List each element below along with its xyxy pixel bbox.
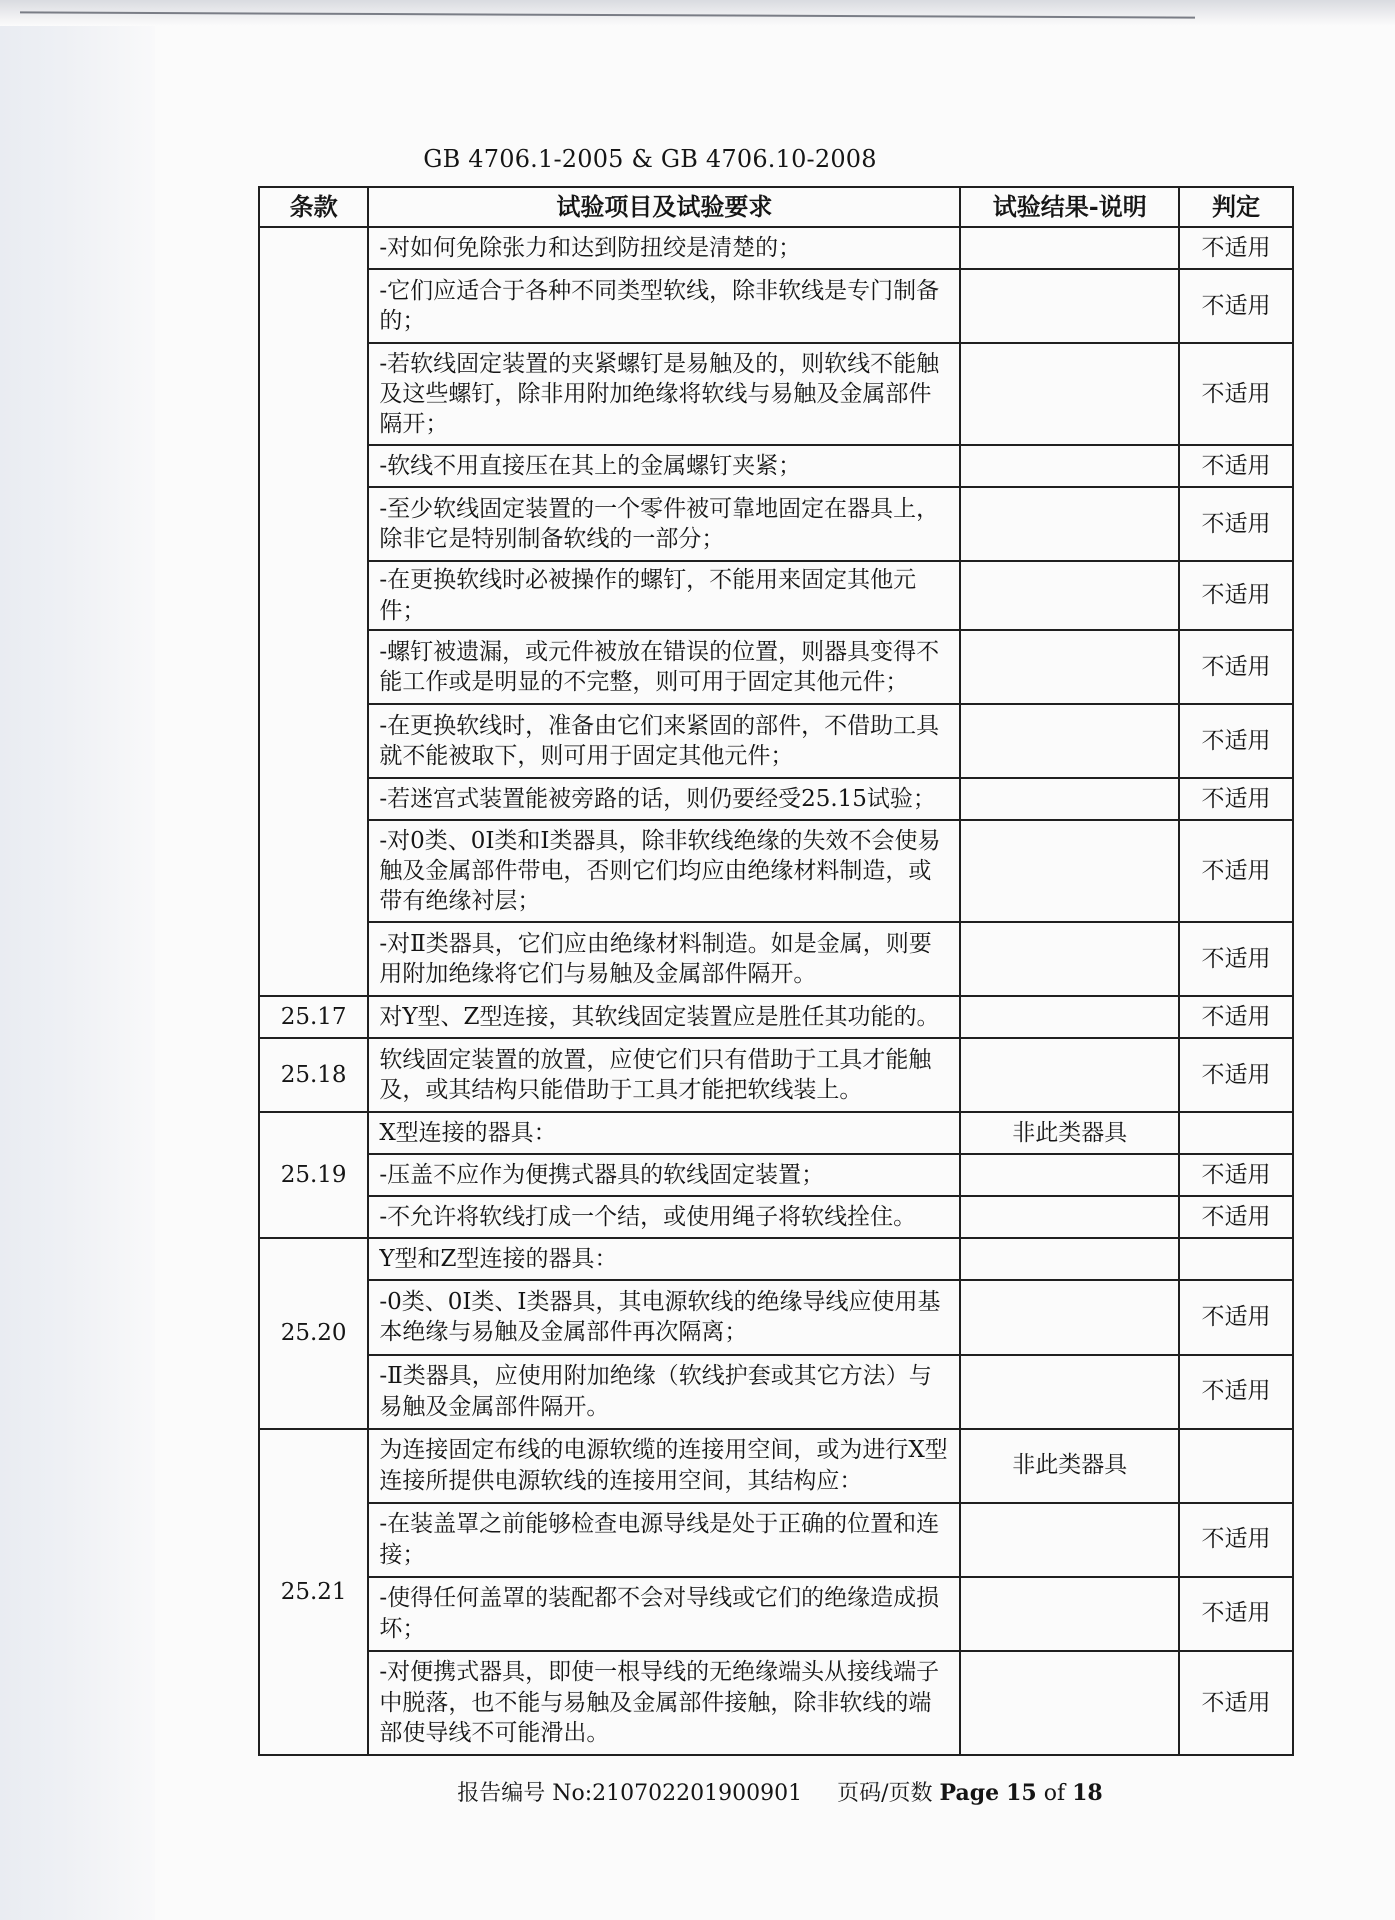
requirement-cell: -若迷宫式装置能被旁路的话，则仍要经受25.15试验；: [368, 778, 960, 820]
result-cell: [960, 1503, 1179, 1577]
verdict-cell: 不适用: [1179, 1503, 1293, 1577]
requirement-cell: 对Y型、Z型连接，其软线固定装置应是胜任其功能的。: [368, 996, 960, 1038]
table-row: [259, 1429, 1293, 1503]
verdict-cell: 不适用: [1179, 1038, 1293, 1112]
requirement-cell: -对如何免除张力和达到防扭绞是清楚的；: [368, 227, 960, 269]
requirement-cell: -螺钉被遗漏，或元件被放在错误的位置，则器具变得不能工作或是明显的不完整，则可用于固定其他元件；: [368, 630, 960, 704]
report-number: 210702201900901: [592, 1781, 803, 1806]
table-row: [259, 630, 1293, 704]
table-row: [259, 1651, 1293, 1755]
result-cell: [960, 704, 1179, 778]
result-cell: [960, 1577, 1179, 1651]
clause-cell: 25.19: [259, 1112, 368, 1238]
table-row: [259, 1196, 1293, 1238]
page-label: 页码/页数: [837, 1781, 933, 1806]
result-cell: [960, 630, 1179, 704]
requirement-cell: 软线固定装置的放置，应使它们只有借助于工具才能触及，或其结构只能借助于工具才能把软线装上。: [368, 1038, 960, 1112]
column-header-result: 试验结果-说明: [960, 187, 1179, 227]
verdict-cell: [1179, 1429, 1293, 1503]
result-cell: [960, 445, 1179, 487]
requirement-cell: 为连接固定布线的电源软缆的连接用空间，或为进行X型连接所提供电源软线的连接用空间，其结构应：: [368, 1429, 960, 1503]
verdict-cell: 不适用: [1179, 778, 1293, 820]
result-cell: [960, 1280, 1179, 1354]
requirement-cell: -0类、0Ⅰ类、Ⅰ类器具，其电源软线的绝缘导线应使用基本绝缘与易触及金属部件再次隔离；: [368, 1280, 960, 1354]
requirement-cell: Y型和Z型连接的器具：: [368, 1238, 960, 1280]
table-row: [259, 922, 1293, 996]
page-of: of: [1043, 1781, 1066, 1806]
result-cell: [960, 561, 1179, 630]
table-row: [259, 996, 1293, 1038]
requirement-cell: X型连接的器具：: [368, 1112, 960, 1154]
verdict-cell: [1179, 1238, 1293, 1280]
verdict-cell: 不适用: [1179, 445, 1293, 487]
table-row: [259, 1112, 1293, 1154]
table-row: [259, 487, 1293, 561]
table-row: [259, 778, 1293, 820]
table-row: [259, 1577, 1293, 1651]
result-cell: [960, 1038, 1179, 1112]
requirement-cell: -Ⅱ类器具，应使用附加绝缘（软线护套或其它方法）与易触及金属部件隔开。: [368, 1355, 960, 1429]
clause-cell: [259, 227, 368, 996]
report-number-label: 报告编号 No:: [457, 1781, 593, 1806]
test-requirements-table: [258, 186, 1294, 1756]
table-header-row: [259, 187, 1293, 227]
verdict-cell: 不适用: [1179, 269, 1293, 343]
result-cell: [960, 922, 1179, 996]
requirement-cell: -软线不用直接压在其上的金属螺钉夹紧；: [368, 445, 960, 487]
result-cell: [960, 227, 1179, 269]
result-cell: [960, 1238, 1179, 1280]
verdict-cell: 不适用: [1179, 922, 1293, 996]
verdict-cell: 不适用: [1179, 630, 1293, 704]
clause-cell: 25.17: [259, 996, 368, 1038]
requirement-cell: -对0类、0Ⅰ类和Ⅰ类器具，除非软线绝缘的失效不会使易触及金属部件带电，否则它们均应由绝缘材料制造，或带有绝缘衬层；: [368, 820, 960, 922]
requirement-cell: -使得任何盖罩的装配都不会对导线或它们的绝缘造成损坏；: [368, 1577, 960, 1651]
result-cell: [960, 1154, 1179, 1196]
clause-cell: 25.20: [259, 1238, 368, 1428]
table-row: [259, 561, 1293, 630]
verdict-cell: 不适用: [1179, 996, 1293, 1038]
result-cell: [960, 1355, 1179, 1429]
page-current: 15: [1006, 1780, 1037, 1806]
result-cell: [960, 996, 1179, 1038]
page-top-edge: [0, 0, 1395, 26]
requirement-cell: -对便携式器具，即使一根导线的无绝缘端头从接线端子中脱落，也不能与易触及金属部件接触，除非软线的端部使导线不可能滑出。: [368, 1651, 960, 1755]
verdict-cell: 不适用: [1179, 1355, 1293, 1429]
result-cell: 非此类器具: [960, 1112, 1179, 1154]
result-cell: [960, 343, 1179, 445]
verdict-cell: 不适用: [1179, 704, 1293, 778]
table-row: [259, 1280, 1293, 1354]
table-row: [259, 704, 1293, 778]
result-cell: 非此类器具: [960, 1429, 1179, 1503]
column-header-clause: 条款: [259, 187, 368, 227]
result-cell: [960, 1651, 1179, 1755]
result-cell: [960, 778, 1179, 820]
verdict-cell: 不适用: [1179, 1196, 1293, 1238]
requirement-cell: -对Ⅱ类器具，它们应由绝缘材料制造。如是金属，则要用附加绝缘将它们与易触及金属部件隔开。: [368, 922, 960, 996]
requirement-cell: -在更换软线时，准备由它们来紧固的部件，不借助工具就不能被取下，则可用于固定其他元件；: [368, 704, 960, 778]
table-row: [259, 1038, 1293, 1112]
table-row: [259, 445, 1293, 487]
verdict-cell: 不适用: [1179, 343, 1293, 445]
clause-cell: 25.18: [259, 1038, 368, 1112]
verdict-cell: 不适用: [1179, 1577, 1293, 1651]
verdict-cell: 不适用: [1179, 1651, 1293, 1755]
page-total: 18: [1072, 1780, 1103, 1806]
table-row: [259, 1503, 1293, 1577]
clause-cell: 25.21: [259, 1429, 368, 1755]
requirement-cell: -在装盖罩之前能够检查电源导线是处于正确的位置和连接；: [368, 1503, 960, 1577]
table-row: [259, 820, 1293, 922]
verdict-cell: 不适用: [1179, 487, 1293, 561]
verdict-cell: 不适用: [1179, 561, 1293, 630]
page-word: Page: [939, 1780, 1000, 1806]
table-row: [259, 1238, 1293, 1280]
table-row: [259, 1355, 1293, 1429]
requirement-cell: -它们应适合于各种不同类型软线，除非软线是专门制备的；: [368, 269, 960, 343]
verdict-cell: [1179, 1112, 1293, 1154]
verdict-cell: 不适用: [1179, 1280, 1293, 1354]
column-header-verdict: 判定: [1179, 187, 1293, 227]
standard-header: GB 4706.1-2005 & GB 4706.10-2008: [423, 145, 877, 173]
verdict-cell: 不适用: [1179, 1154, 1293, 1196]
requirement-cell: -压盖不应作为便携式器具的软线固定装置；: [368, 1154, 960, 1196]
table-row: [259, 1154, 1293, 1196]
result-cell: [960, 487, 1179, 561]
column-header-requirement: 试验项目及试验要求: [368, 187, 960, 227]
table-row: [259, 269, 1293, 343]
table-row: [259, 227, 1293, 269]
binding-shadow: [0, 0, 155, 1920]
result-cell: [960, 820, 1179, 922]
verdict-cell: 不适用: [1179, 227, 1293, 269]
verdict-cell: 不适用: [1179, 820, 1293, 922]
result-cell: [960, 1196, 1179, 1238]
requirement-cell: -在更换软线时必被操作的螺钉，不能用来固定其他元件；: [368, 561, 960, 630]
requirement-cell: -至少软线固定装置的一个零件被可靠地固定在器具上，除非它是特别制备软线的一部分；: [368, 487, 960, 561]
requirement-cell: -不允许将软线打成一个结，或使用绳子将软线拴住。: [368, 1196, 960, 1238]
requirement-cell: -若软线固定装置的夹紧螺钉是易触及的，则软线不能触及这些螺钉，除非用附加绝缘将软线与易触及金属部件隔开；: [368, 343, 960, 445]
result-cell: [960, 269, 1179, 343]
page-footer: [260, 1776, 1300, 1807]
table-row: [259, 343, 1293, 445]
